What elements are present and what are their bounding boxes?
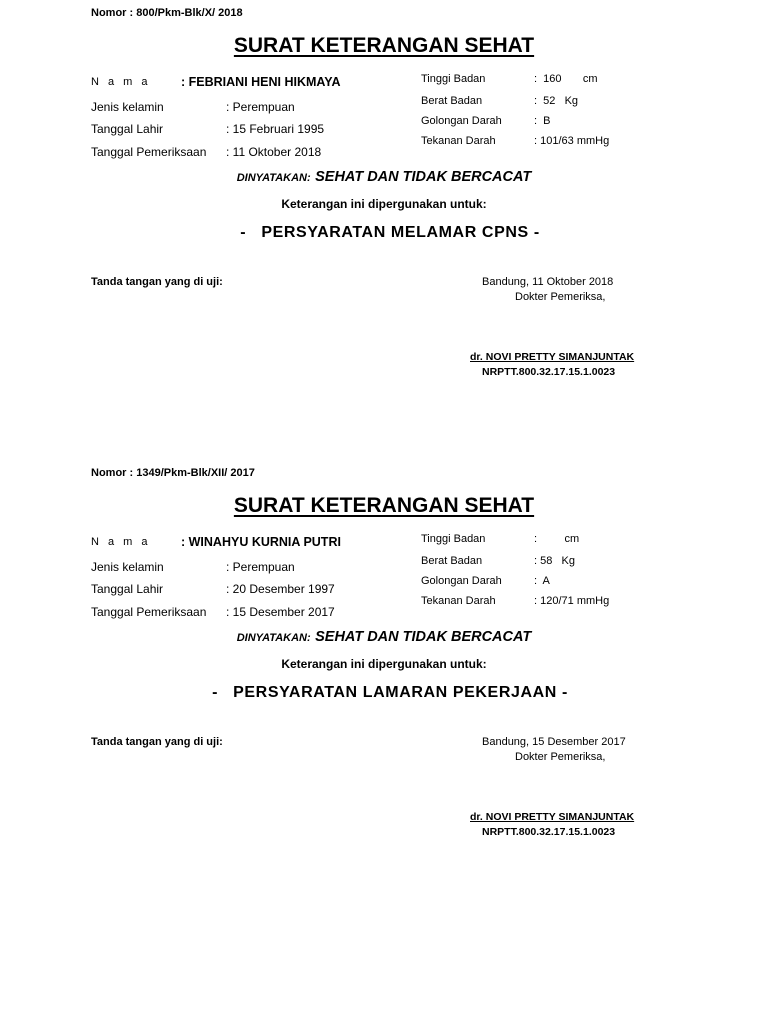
height-value: : cm <box>534 533 580 545</box>
height-label: Tinggi Badan <box>421 533 486 545</box>
name-label: N a m a <box>91 536 151 548</box>
blood-type-label: Golongan Darah <box>421 115 502 127</box>
gender-label: Jenis kelamin <box>91 560 164 574</box>
weight-label: Berat Badan <box>421 555 483 567</box>
place-date: Bandung, 11 Oktober 2018 <box>482 276 614 288</box>
place-date: Bandung, 15 Desember 2017 <box>482 736 626 748</box>
name-value: : FEBRIANI HENI HIKMAYA <box>181 75 341 89</box>
declaration-prefix: DINYATAKAN: <box>236 632 311 644</box>
blood-pressure-value: : 101/63 mmHg <box>534 135 610 147</box>
declaration <box>0 168 768 186</box>
doctor-name: dr. NOVI PRETTY SIMANJUNTAK <box>470 351 635 363</box>
doctor-title: Dokter Pemeriksa, <box>515 751 606 763</box>
exam-date-value: : 15 Desember 2017 <box>226 605 335 619</box>
weight-value: : 52 Kg <box>534 95 579 107</box>
gender-value: : Perempuan <box>226 560 295 574</box>
declaration-text: SEHAT DAN TIDAK BERCACAT <box>315 629 532 645</box>
declaration <box>0 628 768 646</box>
birth-date-label: Tanggal Lahir <box>91 582 164 596</box>
blood-pressure-value: : 120/71 mmHg <box>534 595 610 607</box>
declaration-text: SEHAT DAN TIDAK BERCACAT <box>315 169 532 185</box>
document-title-text: SURAT KETERANGAN SEHAT <box>233 494 535 517</box>
purpose-intro: Keterangan ini dipergunakan untuk: <box>281 197 487 211</box>
document-title <box>0 34 768 58</box>
birth-date-value: : 15 Februari 1995 <box>226 122 325 136</box>
exam-date-value: : 11 Oktober 2018 <box>226 145 322 159</box>
doctor-nrp: NRPTT.800.32.17.15.1.0023 <box>482 826 616 838</box>
purpose: - PERSYARATAN LAMARAN PEKERJAAN - <box>212 684 568 701</box>
birth-date-value: : 20 Desember 1997 <box>226 582 335 596</box>
document-number: Nomor : 1349/Pkm-Blk/XII/ 2017 <box>91 467 255 479</box>
declaration-prefix: DINYATAKAN: <box>236 172 311 184</box>
blood-type-value: : B <box>534 115 551 127</box>
exam-date-label: Tanggal Pemeriksaan <box>91 605 207 619</box>
signature-label: Tanda tangan yang di uji: <box>91 276 223 288</box>
gender-label: Jenis kelamin <box>91 100 164 114</box>
birth-date-label: Tanggal Lahir <box>91 122 164 136</box>
purpose: - PERSYARATAN MELAMAR CPNS - <box>240 224 540 241</box>
doctor-nrp: NRPTT.800.32.17.15.1.0023 <box>482 366 616 378</box>
weight-value: : 58 Kg <box>534 555 575 567</box>
name-value: : WINAHYU KURNIA PUTRI <box>181 535 341 549</box>
signature-label: Tanda tangan yang di uji: <box>91 736 223 748</box>
exam-date-label: Tanggal Pemeriksaan <box>91 145 207 159</box>
document-number: Nomor : 800/Pkm-Blk/X/ 2018 <box>91 7 243 19</box>
health-certificate-1 <box>0 0 768 420</box>
doctor-title: Dokter Pemeriksa, <box>515 291 606 303</box>
height-label: Tinggi Badan <box>421 73 486 85</box>
blood-type-value: : A <box>534 575 550 587</box>
gender-value: : Perempuan <box>226 100 295 114</box>
blood-type-label: Golongan Darah <box>421 575 502 587</box>
name-label: N a m a <box>91 76 151 88</box>
doctor-name: dr. NOVI PRETTY SIMANJUNTAK <box>470 811 635 823</box>
blood-pressure-label: Tekanan Darah <box>421 595 496 607</box>
document-title-text: SURAT KETERANGAN SEHAT <box>233 34 535 57</box>
blood-pressure-label: Tekanan Darah <box>421 135 496 147</box>
height-value: : 160 cm <box>534 73 598 85</box>
purpose-intro: Keterangan ini dipergunakan untuk: <box>281 657 487 671</box>
document-title <box>0 494 768 518</box>
weight-label: Berat Badan <box>421 95 483 107</box>
health-certificate-2 <box>0 460 768 880</box>
